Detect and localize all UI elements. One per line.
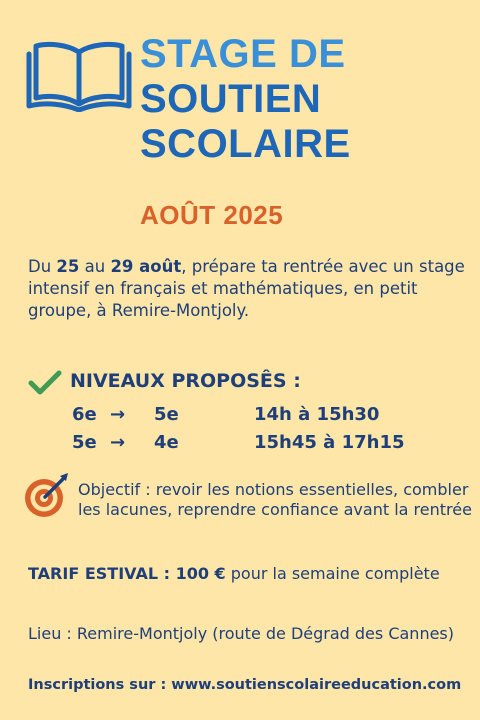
open-book-icon xyxy=(26,38,132,112)
poster-date: AOÛT 2025 xyxy=(140,200,284,230)
title-line-3: SCOLAIRE xyxy=(140,122,351,166)
level-time: 14h à 15h30 xyxy=(254,404,380,425)
level-time: 15h45 à 17h15 xyxy=(254,432,405,453)
location-info: Lieu : Remire-Montjoly (route de Dégrad des Cannes) xyxy=(28,624,454,643)
title-line-1: STAGE DE xyxy=(140,32,346,76)
poster-title xyxy=(140,32,351,167)
intro-end-date: 29 août xyxy=(110,257,182,276)
intro-text-2: au xyxy=(79,257,111,276)
title-line-2: SOUTIEN xyxy=(140,77,322,121)
intro-start-date: 25 xyxy=(56,257,80,276)
registration-link[interactable]: Inscriptions sur : www.soutienscolaireeducation.com xyxy=(28,677,462,693)
level-from: 5e xyxy=(72,432,97,453)
level-from: 6e xyxy=(72,404,97,425)
price-info xyxy=(28,563,468,584)
level-to: 5e xyxy=(154,404,179,425)
target-icon xyxy=(22,470,72,520)
levels-heading: NIVEAUX PROPOSÊS : xyxy=(70,370,301,392)
intro-paragraph xyxy=(28,256,468,322)
price-detail: pour la semaine complète xyxy=(225,564,440,583)
arrow-icon: → xyxy=(110,404,126,425)
arrow-icon: → xyxy=(110,432,126,453)
objective-text: Objectif : revoir les notions essentielles, combler les lacunes, reprendre confiance avant la rentrée xyxy=(78,480,472,519)
checkmark-icon xyxy=(28,370,62,396)
intro-text-1: Du xyxy=(28,257,57,276)
intro-text-3: , prépare ta rentrée avec un stage intensif en français et mathématiques, en petit groupe, à Remire-Montjoly. xyxy=(28,257,465,320)
price-label: TARIF ESTIVAL : 100 € xyxy=(28,564,226,583)
level-to: 4e xyxy=(154,432,179,453)
